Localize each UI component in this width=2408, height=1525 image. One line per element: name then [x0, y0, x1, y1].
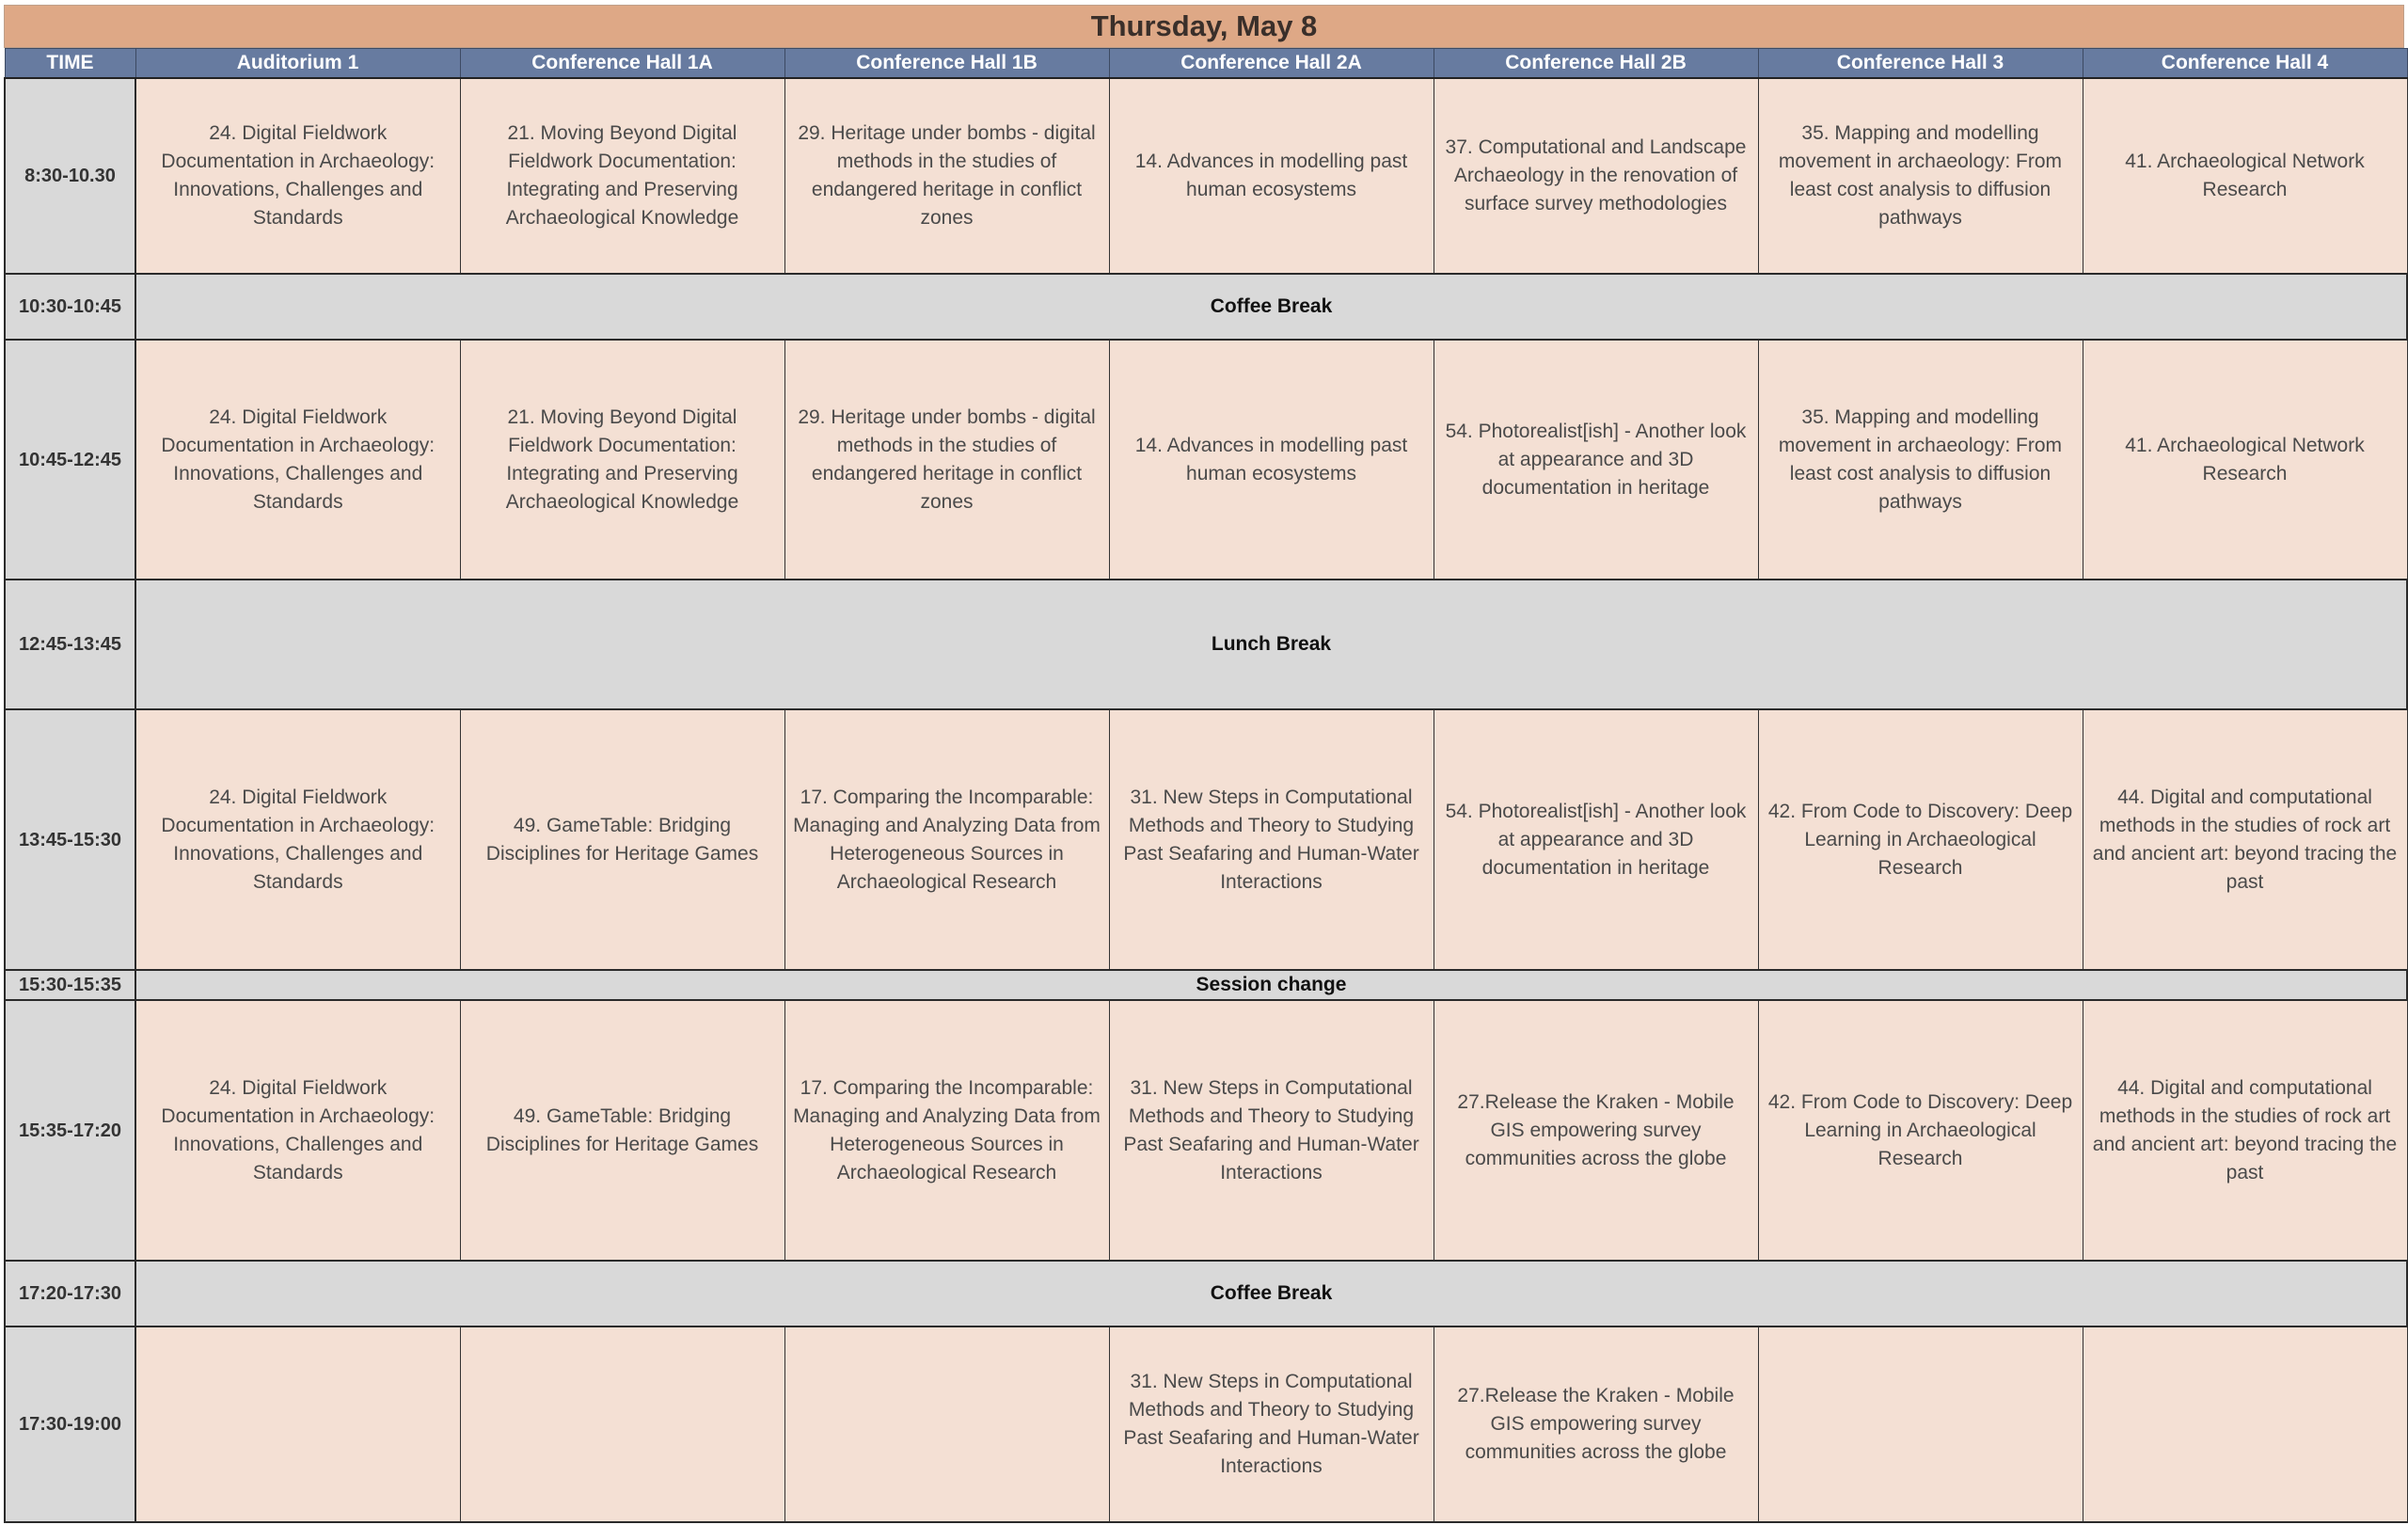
- session-cell: 35. Mapping and modelling movement in archaeology: From least cost analysis to diffusion pathways: [1758, 340, 2083, 580]
- empty-session-cell: [460, 1326, 784, 1522]
- break-label: Coffee Break: [135, 274, 2407, 340]
- session-row: [5, 709, 2407, 970]
- empty-session-cell: [2083, 1326, 2407, 1522]
- time-slot: 10:45-12:45: [5, 340, 135, 580]
- column-header-time: TIME: [5, 49, 135, 79]
- session-cell: 42. From Code to Discovery: Deep Learning in Archaeological Research: [1758, 1000, 2083, 1261]
- break-row: [5, 970, 2407, 1000]
- session-row: [5, 78, 2407, 274]
- break-label: Session change: [135, 970, 2407, 1000]
- break-label: Lunch Break: [135, 580, 2407, 709]
- session-cell: 21. Moving Beyond Digital Fieldwork Documentation: Integrating and Preserving Archaeological Knowledge: [460, 340, 784, 580]
- session-cell: 49. GameTable: Bridging Disciplines for Heritage Games: [460, 709, 784, 970]
- column-header-hall-3: Conference Hall 3: [1758, 49, 2083, 79]
- session-cell: 31. New Steps in Computational Methods and Theory to Studying Past Seafaring and Human-Water Interactions: [1109, 1326, 1434, 1522]
- session-cell: 17. Comparing the Incomparable: Managing and Analyzing Data from Heterogeneous Sources in Archaeological Research: [784, 709, 1109, 970]
- session-cell: 31. New Steps in Computational Methods and Theory to Studying Past Seafaring and Human-Water Interactions: [1109, 709, 1434, 970]
- empty-session-cell: [1758, 1326, 2083, 1522]
- session-cell: 29. Heritage under bombs - digital methods in the studies of endangered heritage in conflict zones: [784, 78, 1109, 274]
- column-header-hall-1a: Conference Hall 1A: [460, 49, 784, 79]
- header-row: [5, 49, 2407, 79]
- session-cell: 27.Release the Kraken - Mobile GIS empowering survey communities across the globe: [1434, 1000, 1758, 1261]
- time-slot: 13:45-15:30: [5, 709, 135, 970]
- session-cell: 44. Digital and computational methods in the studies of rock art and ancient art: beyond tracing the past: [2083, 709, 2407, 970]
- session-row: [5, 1326, 2407, 1522]
- session-cell: 14. Advances in modelling past human ecosystems: [1109, 78, 1434, 274]
- break-row: [5, 1261, 2407, 1326]
- time-slot: 17:20-17:30: [5, 1261, 135, 1326]
- session-cell: 21. Moving Beyond Digital Fieldwork Documentation: Integrating and Preserving Archaeological Knowledge: [460, 78, 784, 274]
- day-title: Thursday, May 8: [4, 5, 2404, 48]
- column-header-auditorium-1: Auditorium 1: [135, 49, 460, 79]
- session-row: [5, 1000, 2407, 1261]
- time-slot: 17:30-19:00: [5, 1326, 135, 1522]
- session-cell: 37. Computational and Landscape Archaeology in the renovation of surface survey methodologies: [1434, 78, 1758, 274]
- empty-session-cell: [784, 1326, 1109, 1522]
- session-cell: 14. Advances in modelling past human ecosystems: [1109, 340, 1434, 580]
- empty-session-cell: [135, 1326, 460, 1522]
- schedule-sheet: [4, 5, 2404, 1523]
- session-cell: 24. Digital Fieldwork Documentation in Archaeology: Innovations, Challenges and Standards: [135, 78, 460, 274]
- time-slot: 15:35-17:20: [5, 1000, 135, 1261]
- time-slot: 12:45-13:45: [5, 580, 135, 709]
- session-cell: 49. GameTable: Bridging Disciplines for Heritage Games: [460, 1000, 784, 1261]
- session-cell: 54. Photorealist[ish] - Another look at appearance and 3D documentation in heritage: [1434, 709, 1758, 970]
- session-cell: 41. Archaeological Network Research: [2083, 340, 2407, 580]
- schedule-body: [5, 78, 2407, 1522]
- schedule-table: [4, 48, 2408, 1523]
- time-slot: 15:30-15:35: [5, 970, 135, 1000]
- session-cell: 31. New Steps in Computational Methods and Theory to Studying Past Seafaring and Human-Water Interactions: [1109, 1000, 1434, 1261]
- time-slot: 8:30-10.30: [5, 78, 135, 274]
- column-header-hall-2b: Conference Hall 2B: [1434, 49, 1758, 79]
- column-header-hall-1b: Conference Hall 1B: [784, 49, 1109, 79]
- session-cell: 35. Mapping and modelling movement in archaeology: From least cost analysis to diffusion pathways: [1758, 78, 2083, 274]
- break-row: [5, 274, 2407, 340]
- time-slot: 10:30-10:45: [5, 274, 135, 340]
- column-header-hall-4: Conference Hall 4: [2083, 49, 2407, 79]
- session-cell: 41. Archaeological Network Research: [2083, 78, 2407, 274]
- session-cell: 42. From Code to Discovery: Deep Learning in Archaeological Research: [1758, 709, 2083, 970]
- session-cell: 54. Photorealist[ish] - Another look at appearance and 3D documentation in heritage: [1434, 340, 1758, 580]
- session-row: [5, 340, 2407, 580]
- break-row: [5, 580, 2407, 709]
- break-label: Coffee Break: [135, 1261, 2407, 1326]
- column-header-hall-2a: Conference Hall 2A: [1109, 49, 1434, 79]
- session-cell: 24. Digital Fieldwork Documentation in Archaeology: Innovations, Challenges and Standards: [135, 340, 460, 580]
- session-cell: 24. Digital Fieldwork Documentation in Archaeology: Innovations, Challenges and Standards: [135, 1000, 460, 1261]
- session-cell: 24. Digital Fieldwork Documentation in Archaeology: Innovations, Challenges and Standards: [135, 709, 460, 970]
- session-cell: 17. Comparing the Incomparable: Managing and Analyzing Data from Heterogeneous Sources in Archaeological Research: [784, 1000, 1109, 1261]
- session-cell: 44. Digital and computational methods in the studies of rock art and ancient art: beyond tracing the past: [2083, 1000, 2407, 1261]
- session-cell: 29. Heritage under bombs - digital methods in the studies of endangered heritage in conflict zones: [784, 340, 1109, 580]
- session-cell: 27.Release the Kraken - Mobile GIS empowering survey communities across the globe: [1434, 1326, 1758, 1522]
